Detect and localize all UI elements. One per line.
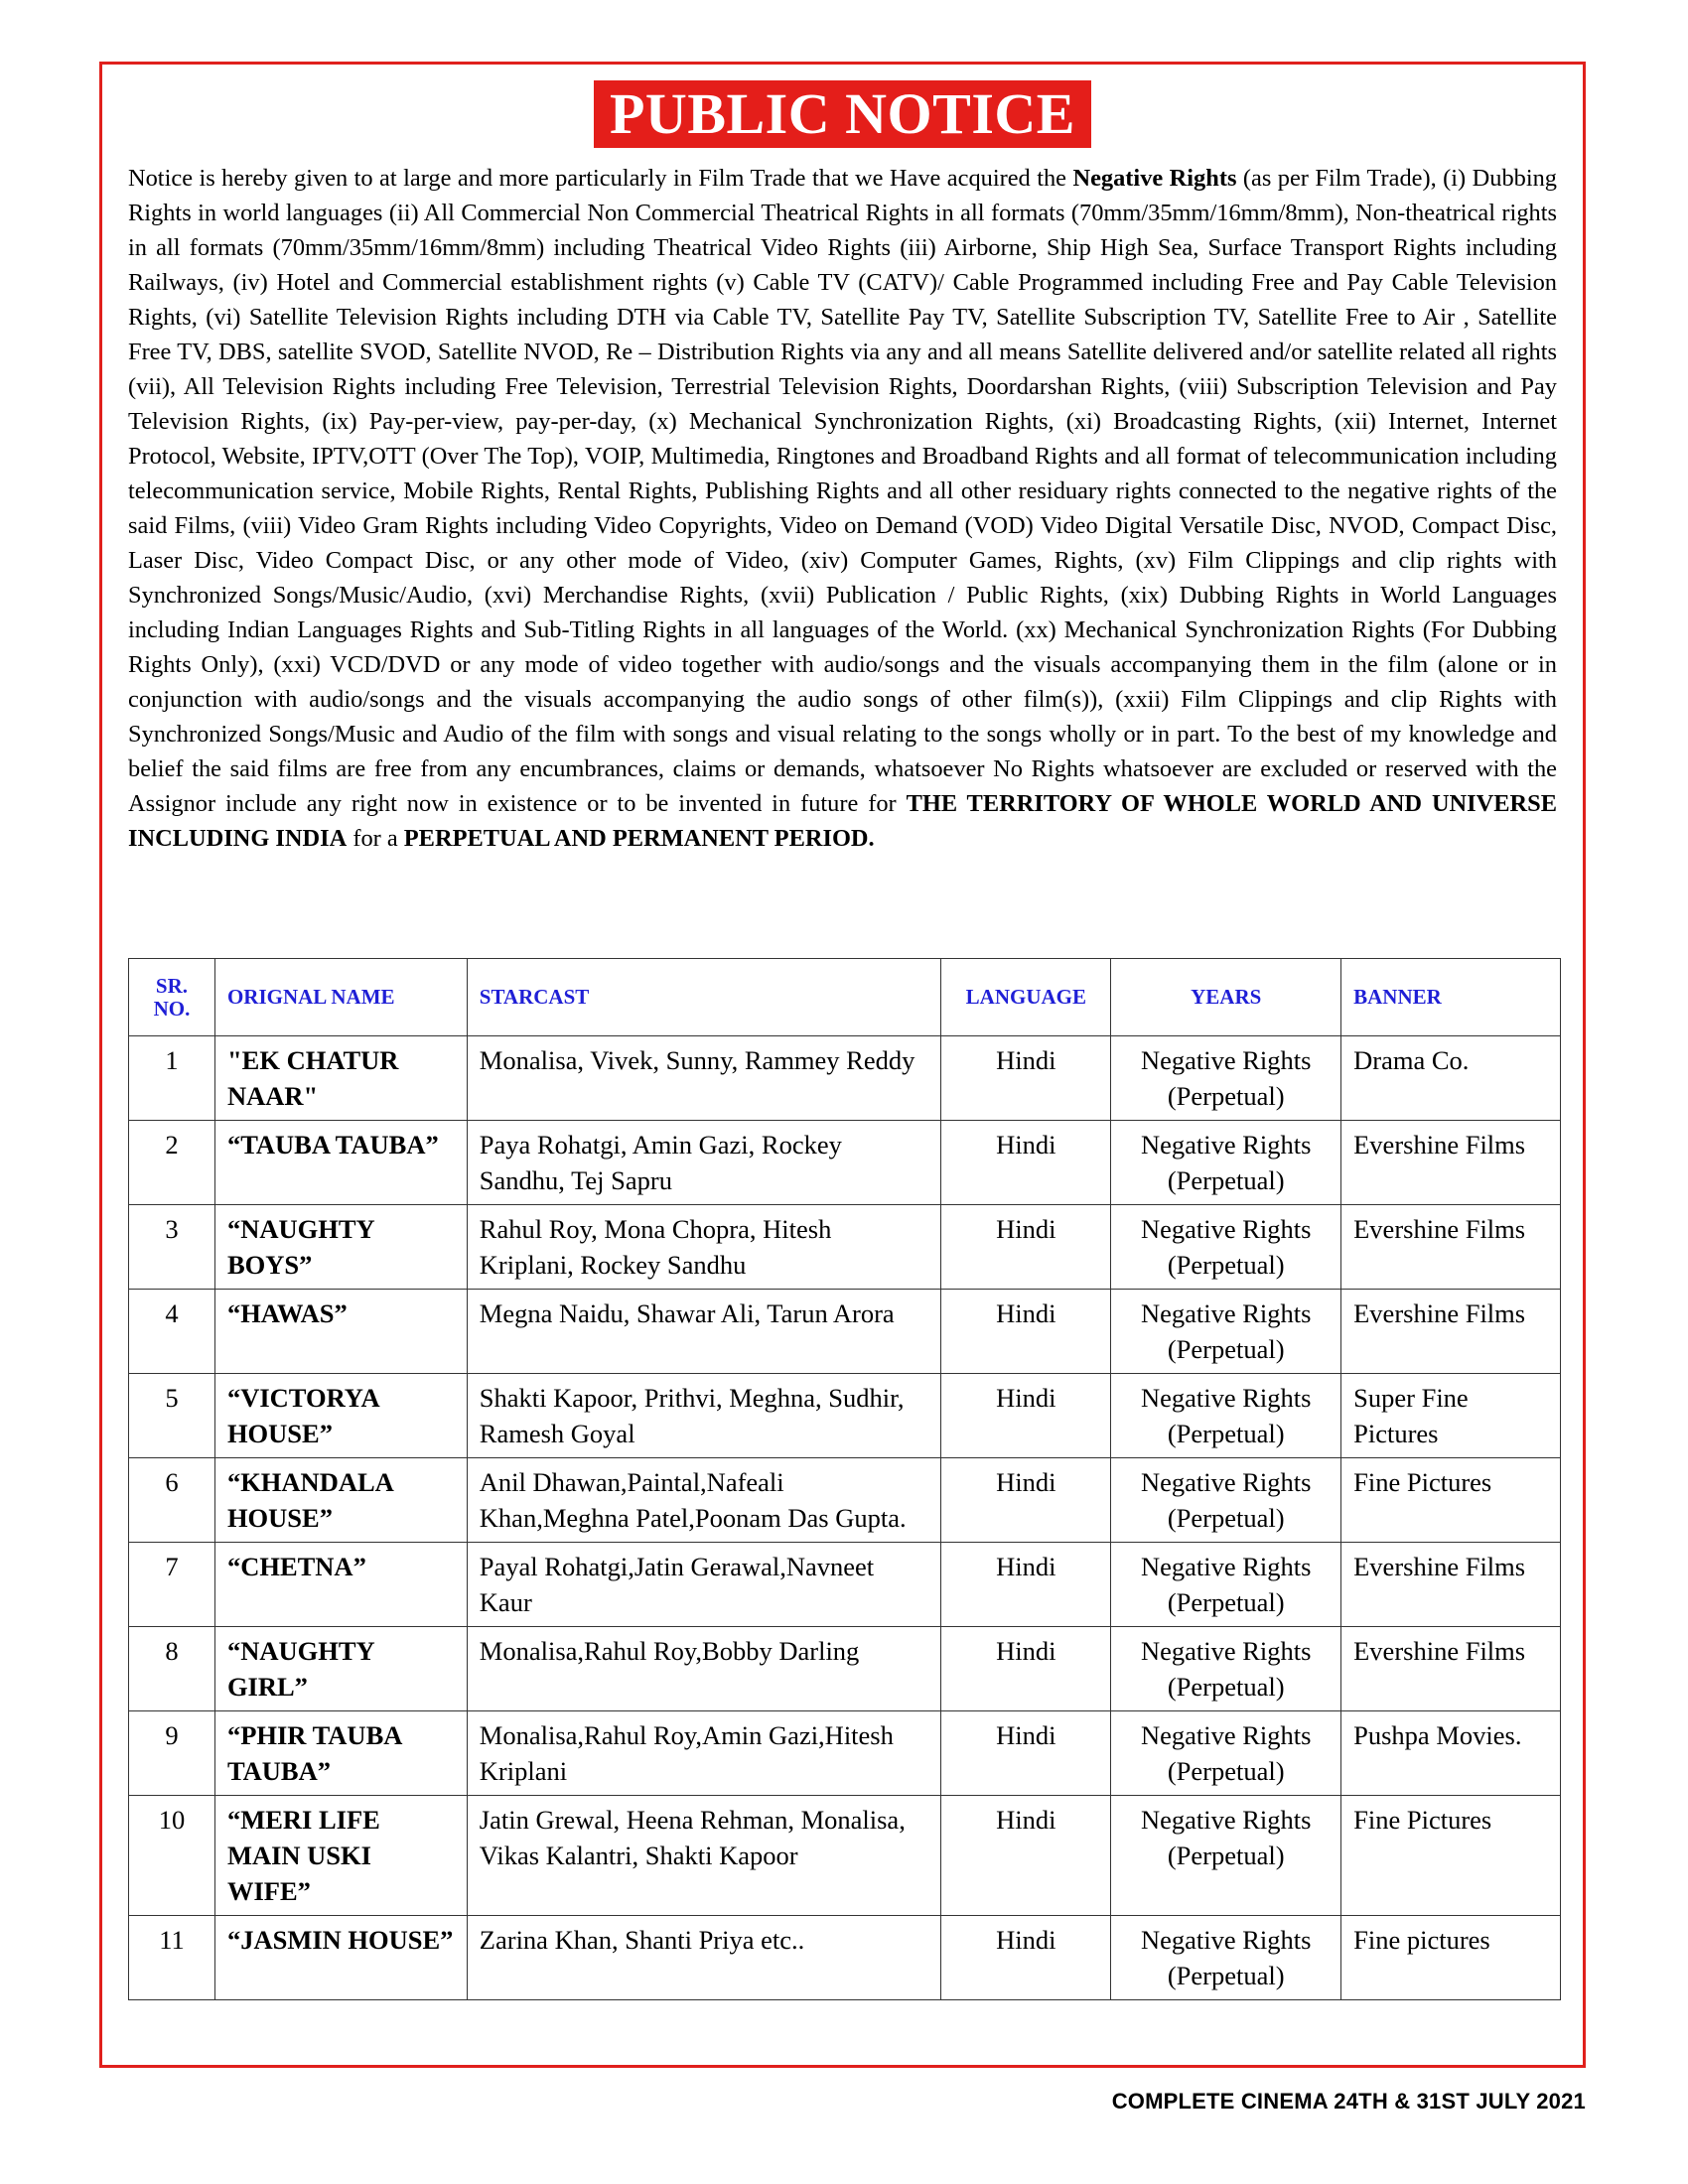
film-name-cell: "EK CHATUR NAAR" <box>214 1036 467 1121</box>
language-cell: Hindi <box>941 1121 1111 1205</box>
territory-text: THE TERRITORY OF WHOLE WORLD AND UNIVERSE INCLUDING INDIA <box>128 790 1557 852</box>
years-term: (Perpetual) <box>1167 1841 1285 1870</box>
years-term: (Perpetual) <box>1167 1081 1285 1111</box>
language-cell: Hindi <box>941 1458 1111 1543</box>
years-cell <box>1111 1458 1341 1543</box>
starcast-cell: Megna Naidu, Shawar Ali, Tarun Arora <box>467 1290 941 1374</box>
years-cell <box>1111 1205 1341 1290</box>
banner-cell: Evershine Films <box>1341 1121 1561 1205</box>
starcast-cell: Zarina Khan, Shanti Priya etc.. <box>467 1916 941 2000</box>
banner-cell: Evershine Films <box>1341 1543 1561 1627</box>
years-term: (Perpetual) <box>1167 1334 1285 1364</box>
starcast-cell: Rahul Roy, Mona Chopra, Hitesh Kriplani, Rockey Sandhu <box>467 1205 941 1290</box>
table-header-row <box>129 959 1561 1036</box>
years-term: (Perpetual) <box>1167 1503 1285 1533</box>
years-term: (Perpetual) <box>1167 1419 1285 1448</box>
film-name-cell: “JASMIN HOUSE” <box>214 1916 467 2000</box>
sr-cell: 10 <box>129 1796 215 1916</box>
years-cell <box>1111 1543 1341 1627</box>
film-name-cell: “KHANDALA HOUSE” <box>214 1458 467 1543</box>
starcast-cell: Shakti Kapoor, Prithvi, Meghna, Sudhir, Ramesh Goyal <box>467 1374 941 1458</box>
film-name-cell: “HAWAS” <box>214 1290 467 1374</box>
years-cell <box>1111 1374 1341 1458</box>
years-cell <box>1111 1711 1341 1796</box>
years-rights: Negative Rights <box>1140 1636 1312 1666</box>
notice-frame <box>99 62 1586 2068</box>
period-text: PERPETUAL AND PERMANENT PERIOD. <box>403 825 875 852</box>
years-term: (Perpetual) <box>1167 1587 1285 1617</box>
sr-cell: 8 <box>129 1627 215 1711</box>
years-rights: Negative Rights <box>1140 1805 1312 1835</box>
film-name-cell: “MERI LIFE MAIN USKI WIFE” <box>214 1796 467 1916</box>
title-wrap <box>102 80 1583 148</box>
years-cell <box>1111 1290 1341 1374</box>
table-row <box>129 1121 1561 1205</box>
years-term: (Perpetual) <box>1167 1756 1285 1786</box>
years-cell <box>1111 1627 1341 1711</box>
starcast-cell: Monalisa,Rahul Roy,Amin Gazi,Hitesh Kriplani <box>467 1711 941 1796</box>
film-name-cell: “VICTORYA HOUSE” <box>214 1374 467 1458</box>
starcast-cell: Monalisa, Vivek, Sunny, Rammey Reddy <box>467 1036 941 1121</box>
language-cell: Hindi <box>941 1290 1111 1374</box>
banner-cell: Pushpa Movies. <box>1341 1711 1561 1796</box>
starcast-cell: Jatin Grewal, Heena Rehman, Monalisa, Vikas Kalantri, Shakti Kapoor <box>467 1796 941 1916</box>
banner-cell: Fine Pictures <box>1341 1796 1561 1916</box>
header-language: LANGUAGE <box>941 959 1111 1036</box>
notice-intro: Notice is hereby given to at large and more particularly in Film Trade that we Have acquired the <box>128 165 1073 192</box>
sr-cell: 2 <box>129 1121 215 1205</box>
language-cell: Hindi <box>941 1916 1111 2000</box>
sr-cell: 6 <box>129 1458 215 1543</box>
years-rights: Negative Rights <box>1140 1552 1312 1581</box>
banner-cell: Evershine Films <box>1341 1205 1561 1290</box>
film-name-cell: “TAUBA TAUBA” <box>214 1121 467 1205</box>
banner-cell: Fine Pictures <box>1341 1458 1561 1543</box>
for-a-text: for a <box>347 825 404 852</box>
years-term: (Perpetual) <box>1167 1961 1285 1990</box>
negative-rights-text: Negative Rights <box>1072 165 1237 192</box>
table-row <box>129 1711 1561 1796</box>
sr-cell: 3 <box>129 1205 215 1290</box>
film-name-cell: “NAUGHTY GIRL” <box>214 1627 467 1711</box>
years-cell <box>1111 1916 1341 2000</box>
publication-footer: COMPLETE CINEMA 24TH & 31ST JULY 2021 <box>1111 2089 1586 2114</box>
language-cell: Hindi <box>941 1036 1111 1121</box>
starcast-cell: Monalisa,Rahul Roy,Bobby Darling <box>467 1627 941 1711</box>
language-cell: Hindi <box>941 1711 1111 1796</box>
sr-cell: 7 <box>129 1543 215 1627</box>
years-term: (Perpetual) <box>1167 1165 1285 1195</box>
sr-cell: 9 <box>129 1711 215 1796</box>
years-rights: Negative Rights <box>1140 1720 1312 1750</box>
banner-cell: Drama Co. <box>1341 1036 1561 1121</box>
years-rights: Negative Rights <box>1140 1214 1312 1244</box>
table-row <box>129 1374 1561 1458</box>
sr-cell: 4 <box>129 1290 215 1374</box>
sr-cell: 11 <box>129 1916 215 2000</box>
years-rights: Negative Rights <box>1140 1298 1312 1328</box>
starcast-cell: Paya Rohatgi, Amin Gazi, Rockey Sandhu, Tej Sapru <box>467 1121 941 1205</box>
table-row <box>129 1458 1561 1543</box>
table-row <box>129 1543 1561 1627</box>
banner-cell: Fine pictures <box>1341 1916 1561 2000</box>
years-term: (Perpetual) <box>1167 1250 1285 1280</box>
notice-title: PUBLIC NOTICE <box>594 80 1091 148</box>
years-rights: Negative Rights <box>1140 1925 1312 1955</box>
header-original-name: ORIGNAL NAME <box>214 959 467 1036</box>
years-rights: Negative Rights <box>1140 1383 1312 1413</box>
language-cell: Hindi <box>941 1627 1111 1711</box>
banner-cell: Evershine Films <box>1341 1290 1561 1374</box>
header-sr-no: SR. NO. <box>129 959 215 1036</box>
years-cell <box>1111 1036 1341 1121</box>
sr-cell: 1 <box>129 1036 215 1121</box>
table-row <box>129 1916 1561 2000</box>
years-rights: Negative Rights <box>1140 1467 1312 1497</box>
film-name-cell: “CHETNA” <box>214 1543 467 1627</box>
language-cell: Hindi <box>941 1374 1111 1458</box>
films-table <box>128 958 1561 2000</box>
starcast-cell: Payal Rohatgi,Jatin Gerawal,Navneet Kaur <box>467 1543 941 1627</box>
banner-cell: Evershine Films <box>1341 1627 1561 1711</box>
table-row <box>129 1205 1561 1290</box>
years-cell <box>1111 1796 1341 1916</box>
sr-cell: 5 <box>129 1374 215 1458</box>
film-name-cell: “NAUGHTY BOYS” <box>214 1205 467 1290</box>
banner-cell: Super Fine Pictures <box>1341 1374 1561 1458</box>
years-term: (Perpetual) <box>1167 1672 1285 1702</box>
language-cell: Hindi <box>941 1796 1111 1916</box>
language-cell: Hindi <box>941 1543 1111 1627</box>
header-banner: BANNER <box>1341 959 1561 1036</box>
table-row <box>129 1796 1561 1916</box>
years-rights: Negative Rights <box>1140 1130 1312 1160</box>
years-cell <box>1111 1121 1341 1205</box>
table-row <box>129 1627 1561 1711</box>
table-row <box>129 1290 1561 1374</box>
header-years: YEARS <box>1111 959 1341 1036</box>
starcast-cell: Anil Dhawan,Paintal,Nafeali Khan,Meghna Patel,Poonam Das Gupta. <box>467 1458 941 1543</box>
table-row <box>129 1036 1561 1121</box>
notice-body <box>128 161 1557 856</box>
notice-rights-list: (as per Film Trade), (i) Dubbing Rights in world languages (ii) All Commercial Non Commercial Theatrical Rights in all formats (70mm/35mm/16mm/8mm), Non-theatrical rights in all formats (70mm/35mm/16mm/8mm) including Theatrical Video Rights (iii) Airborne, Ship High Sea, Surface Transport Rights including Railways, (iv) Hotel and Commercial establishment rights (v) Cable TV (CATV)/ Cable Programmed including Free and Pay Cable Television Rights, (vi) Satellite Television Rights including DTH via Cable TV, Satellite Pay TV, Satellite Subscription TV, Satellite Free to Air , Satellite Free TV, DBS, satellite SVOD, Satellite NVOD, Re – Distribution Rights via any and all means Satellite delivered and/or satellite related all rights (vii), All Television Rights including Free Television, Terrestrial Television Rights, Doordarshan Rights, (viii) Subscription Television and Pay Television Rights, (ix) Pay-per-view, pay-per-day, (x) Mechanical Synchronization Rights, (xi) Broadcasting Rights, (xii) Internet, Internet Protocol, Website, IPTV,OTT (Over The Top), VOIP, Multimedia, Ringtones and Broadband Rights and all format of telecommunication including telecommunication service, Mobile Rights, Rental Rights, Publishing Rights and all other residuary rights connected to the negative rights of the said Films, (viii) Video Gram Rights including Video Copyrights, Video on Demand (VOD) Video Digital Versatile Disc, NVOD, Compact Disc, Laser Disc, Video Compact Disc, or any other mode of Video, (xiv) Computer Games, Rights, (xv) Film Clippings and clip rights with Synchronized Songs/Music/Audio, (xvi) Merchandise Rights, (xvii) Publication / Public Rights, (xix) Dubbing Rights in World Languages including Indian Languages Rights and Sub-Titling Rights in all languages of the World. (xx) Mechanical Synchronization Rights (For Dubbing Rights Only), (xxi) VCD/DVD or any mode of video together with audio/songs and the visuals accompanying them in the film (alone or in conjunction with audio/songs and the visuals accompanying the audio songs of other film(s)), (xxii) Film Clippings and clip Rights with Synchronized Songs/Music and Audio of the film with songs and visual relating to the songs wholly or in part. To the best of my knowledge and belief the said films are free from any encumbrances, claims or demands, whatsoever No Rights whatsoever are excluded or reserved with the Assignor include any right now in existence or to be invented in future for <box>128 165 1558 817</box>
years-rights: Negative Rights <box>1140 1045 1312 1075</box>
language-cell: Hindi <box>941 1205 1111 1290</box>
header-starcast: STARCAST <box>467 959 941 1036</box>
film-name-cell: “PHIR TAUBA TAUBA” <box>214 1711 467 1796</box>
